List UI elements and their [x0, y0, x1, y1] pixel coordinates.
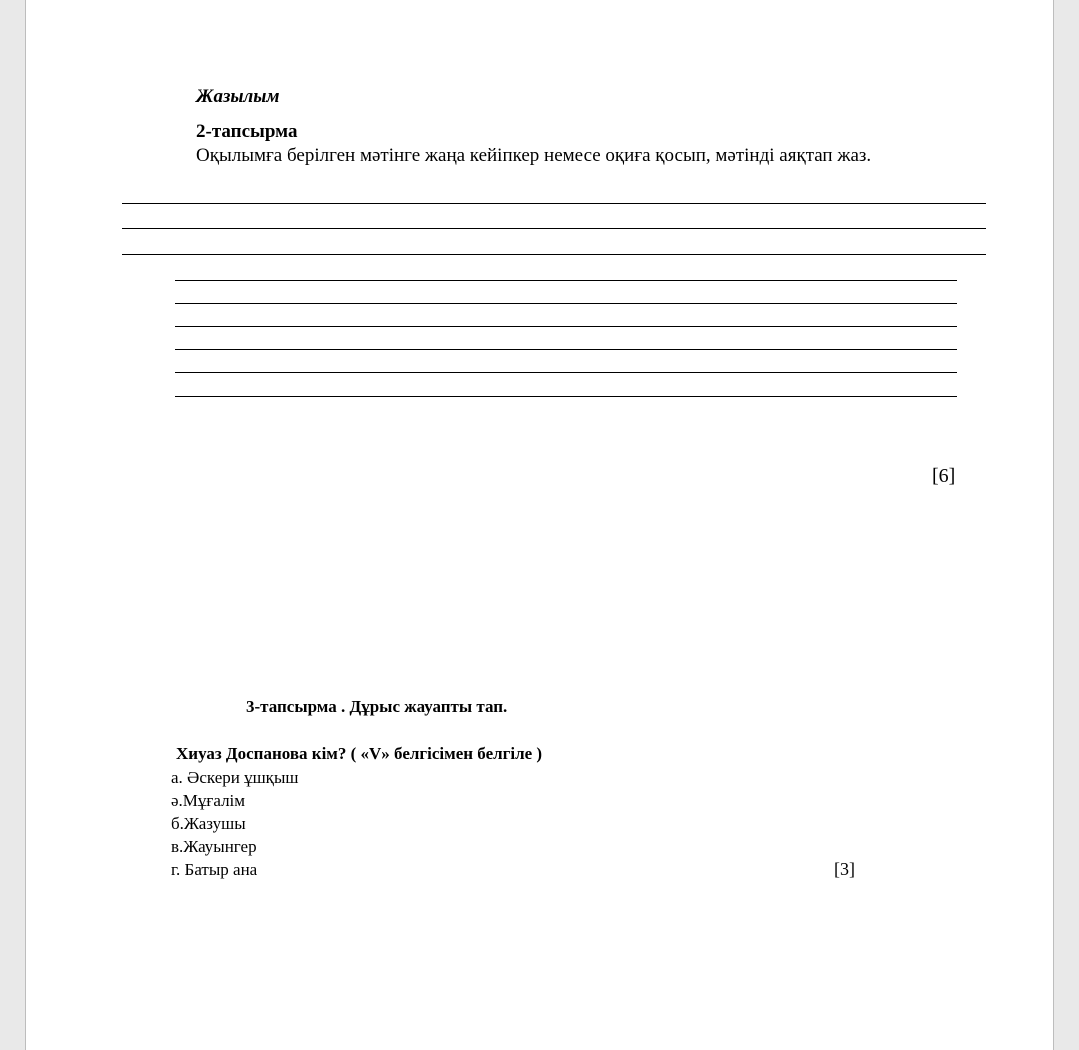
task2-score: [6]: [932, 465, 956, 487]
answer-option: г. Батыр ана: [171, 860, 258, 879]
answer-line: [175, 280, 957, 281]
answer-line: [175, 303, 957, 304]
task2-title: 2-тапсырма: [196, 121, 298, 142]
task3-question: Хиуаз Доспанова кім? ( «V» белгісімен белгіле ): [176, 744, 543, 763]
document-page: [25, 0, 1054, 1050]
answer-line: [175, 372, 957, 373]
answer-option: в.Жауынгер: [171, 837, 257, 856]
answer-line: [122, 203, 986, 204]
answer-line: [175, 326, 957, 327]
task2-instruction: Оқылымға берілген мәтінге жаңа кейіпкер немесе оқиға қосып, мәтінді аяқтап жаз.: [196, 145, 872, 166]
answer-line: [175, 396, 957, 397]
answer-line: [175, 349, 957, 350]
task3-score: [3]: [834, 859, 855, 879]
answer-option: ә.Мұғалім: [171, 791, 246, 810]
section-heading: Жазылым: [196, 86, 280, 107]
answer-option: а. Әскери ұшқыш: [171, 768, 299, 787]
answer-line: [122, 228, 986, 229]
answer-line: [122, 254, 986, 255]
answer-option: б.Жазушы: [171, 814, 246, 833]
task3-title: 3-тапсырма . Дұрыс жауапты тап.: [246, 697, 508, 716]
